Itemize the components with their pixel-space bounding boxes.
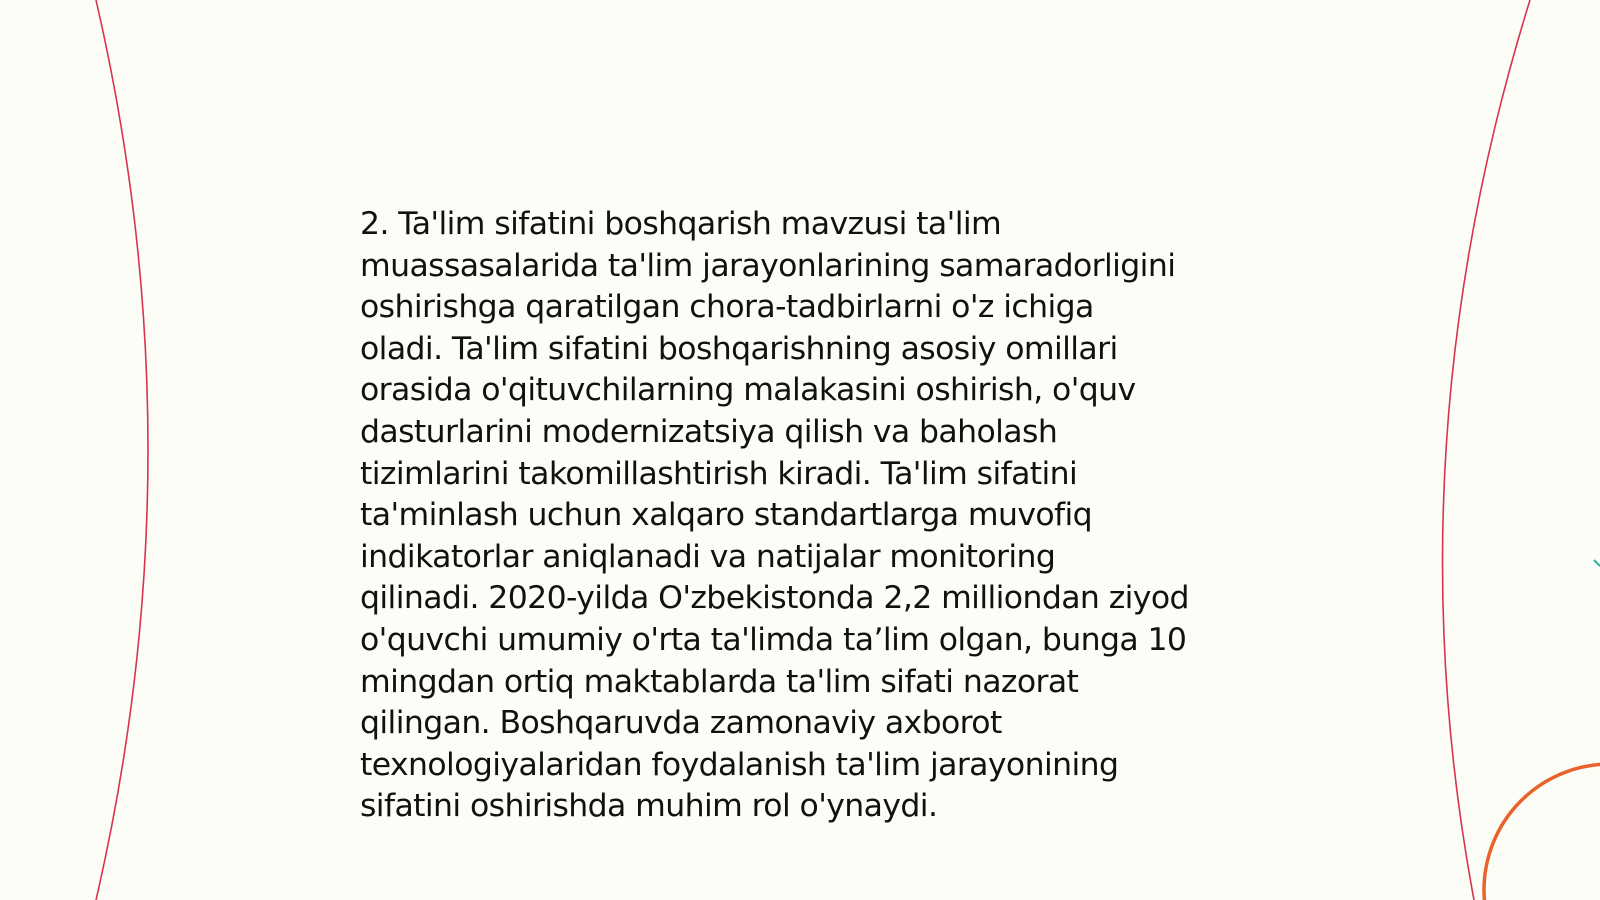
- orange-ring-accent: [1484, 764, 1600, 900]
- right-arc-line: [1443, 0, 1531, 900]
- teal-tick-accent: [1594, 560, 1600, 566]
- slide-body-text: 2. Ta'lim sifatini boshqarish mavzusi ta'lim muassasalarida ta'lim jarayonlarining samaradorligini oshirishga qaratilgan chora-tadbirlarni o'z ichiga oladi. Ta'lim sifatini boshqarishning asosiy omillari orasida o'qituvchilarning malakasini oshirish, o'quv dasturlarini modernizatsiya qilish va baholash tizimlarini takomillashtirish kiradi. Ta'lim sifatini ta'minlash uchun xalqaro standartlarga muvofiq indikatorlar aniqlanadi va natijalar monitoring qilinadi. 2020-yilda O'zbekistonda 2,2 milliondan ziyod o'quvchi umumiy o'rta ta'limda ta’lim olgan, bunga 10 mingdan ortiq maktablarda ta'lim sifati nazorat qilingan. Boshqaruvda zamonaviy axborot texnologiyalaridan foydalanish ta'lim jarayonining sifatini oshirishda muhim rol o'ynaydi.: [360, 206, 1189, 825]
- left-arc-line: [96, 0, 148, 900]
